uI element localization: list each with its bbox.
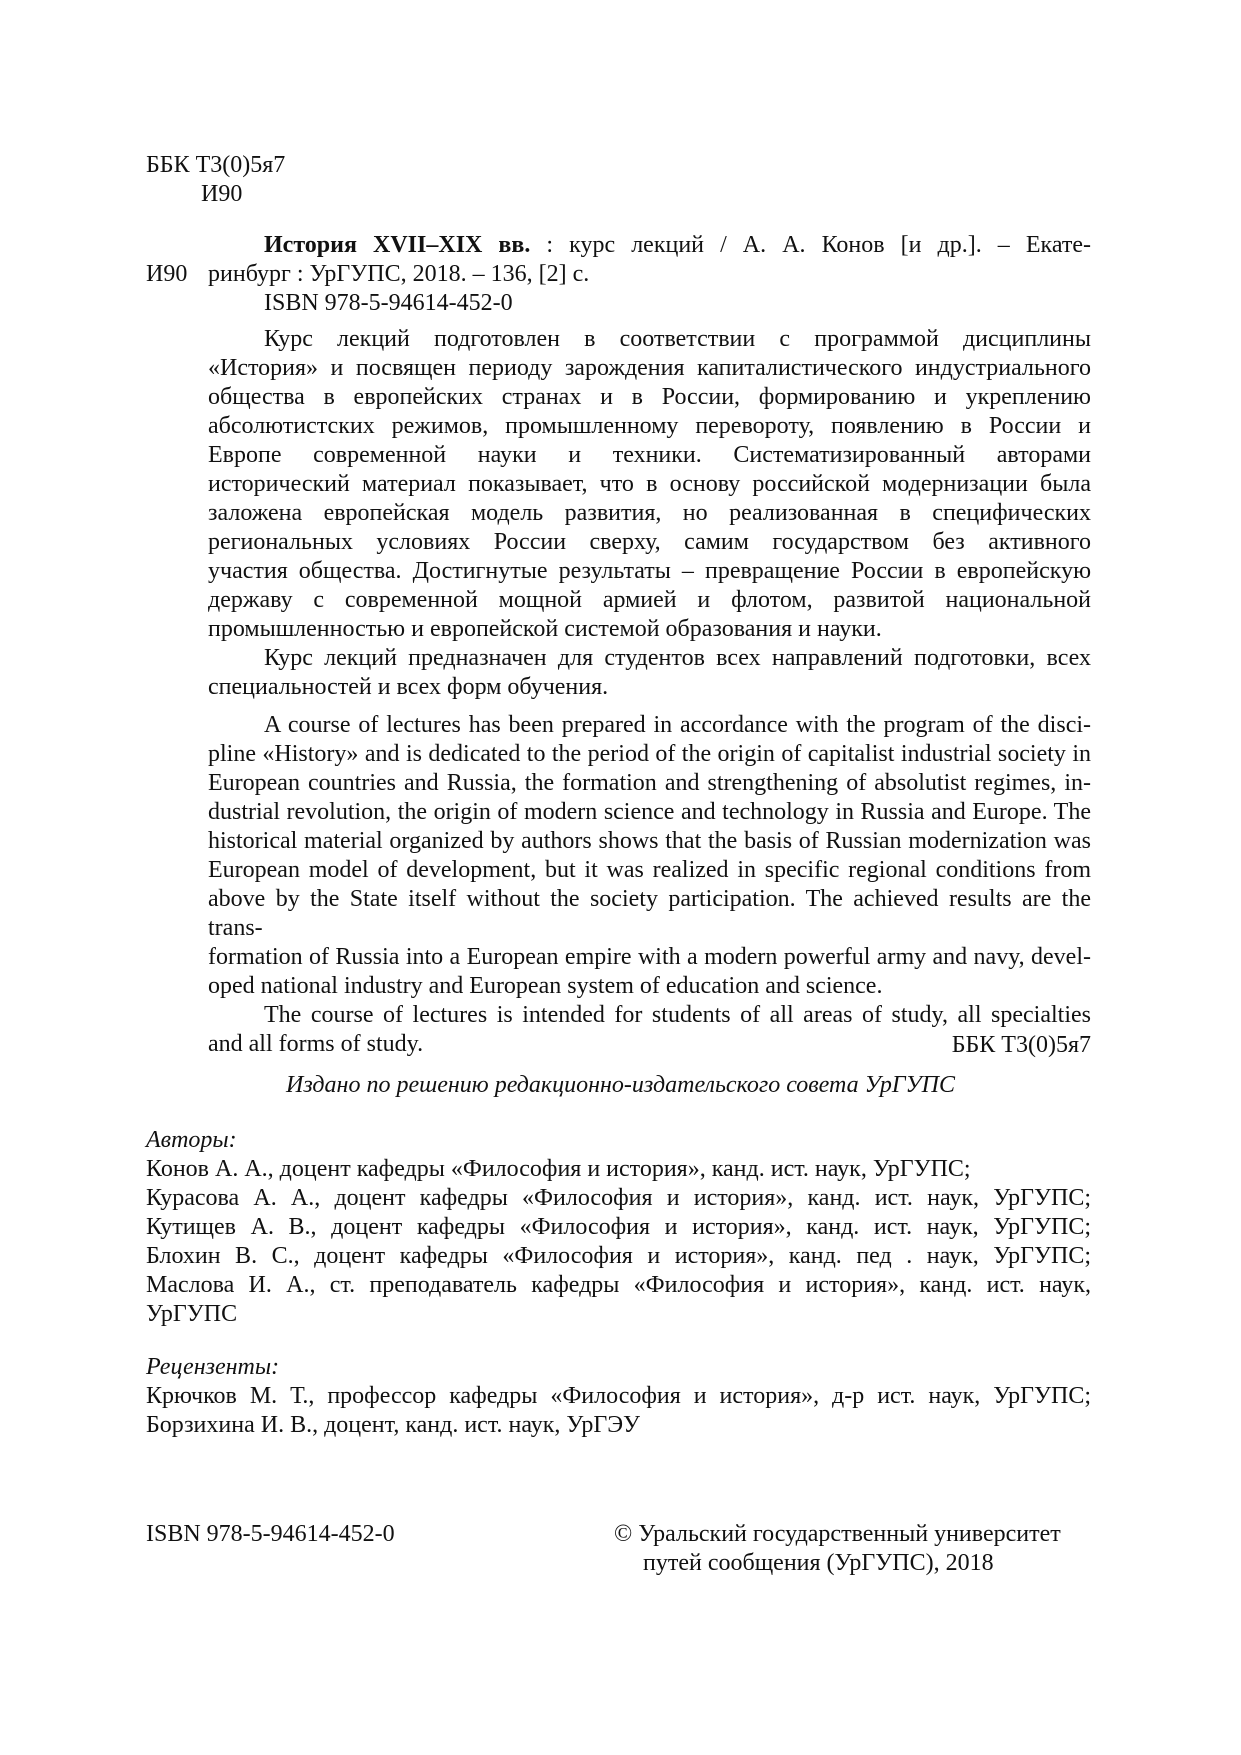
abstract-en-line: oped national industry and European system of education and science. <box>208 973 883 999</box>
abstract-ru-line: исторический материал показывает, что в основу российской модернизации была <box>208 471 1091 497</box>
reviewer-line: Крючков М. Т., профессор кафедры «Философия и история», д-р ист. наук, УрГУПС; <box>146 1383 1091 1409</box>
abstract-ru-line: державу с современной мощной армией и флотом, развитой национальной <box>208 587 1091 613</box>
abstract-ru <box>208 325 1091 702</box>
abstract-en-line: formation of Russia into a European empire with a modern powerful army and navy, devel- <box>208 944 1091 970</box>
abstract-ru-line: Европе современной науки и техники. Систематизированный авторами <box>208 442 1091 468</box>
author-line: Маслова И. А., ст. преподаватель кафедры «Философия и история», канд. ист. наук, <box>146 1272 1091 1298</box>
abstract-en-p2-line: and all forms of study. <box>208 1031 424 1057</box>
abstract-en-line: dustrial revolution, the origin of modern science and technology in Russia and Europe. The <box>208 799 1091 825</box>
abstract-ru-line: промышленностью и европейской системой образования и науки. <box>208 616 882 642</box>
abstract-en-p2-line: The course of lectures is intended for students of all areas of study, all specialties <box>264 1002 1091 1028</box>
bib-line-2: ринбург : УрГУПС, 2018. – 136, [2] с. <box>208 261 590 287</box>
abstract-ru-p2-line: Курс лекций предназначен для студентов всех направлений подготовки, всех <box>264 645 1091 671</box>
bib-rest: : курс лекций / А. А. Конов [и др.]. – Екате- <box>530 232 1091 258</box>
author-line: Блохин В. С., доцент кафедры «Философия и история», канд. пед . наук, УрГУПС; <box>146 1243 1091 1269</box>
publisher-note: Издано по решению редакционно-издательского совета УрГУПС <box>286 1072 955 1098</box>
author-line: Кутищев А. В., доцент кафедры «Философия и история», канд. ист. наук, УрГУПС; <box>146 1214 1091 1240</box>
author-mark: И90 <box>201 181 243 207</box>
abstract-en-line: above by the State itself without the society participation. The achieved results are the trans- <box>208 886 1091 941</box>
abstract-ru-line: участия общества. Достигнутые результаты – превращение России в европейскую <box>208 558 1091 584</box>
author-line: УрГУПС <box>146 1301 238 1327</box>
abstract-en-line: historical material organized by authors shows that the basis of Russian modernization was <box>208 828 1091 854</box>
abstract-en-line: European model of development, but it was realized in specific regional conditions from <box>208 857 1091 883</box>
copyright-line-1: © Уральский государственный университет <box>614 1521 1061 1547</box>
author-line: Конов А. А., доцент кафедры «Философия и история», канд. ист. наук, УрГУПС; <box>146 1156 971 1182</box>
bbk-code: ББК Т3(0)5я7 <box>146 152 286 178</box>
book-title: История XVII–XIX вв. <box>264 232 531 258</box>
authors-block <box>146 1126 1091 1329</box>
bib-side-mark: И90 <box>146 261 188 287</box>
abstract-en-line: A course of lectures has been prepared in accordance with the program of the disci- <box>264 712 1091 738</box>
abstract-ru-line: «История» и посвящен периоду зарождения капиталистического индустриального <box>208 355 1091 381</box>
authors-heading: Авторы: <box>146 1127 237 1153</box>
abstract-ru-line: абсолютистских режимов, промышленному перевороту, появлению в России и <box>208 413 1091 439</box>
abstract-en <box>208 711 1091 1059</box>
abstract-ru-line: общества в европейских странах и в России, формированию и укреплению <box>208 384 1091 410</box>
author-line: Курасова А. А., доцент кафедры «Философия и история», канд. ист. наук, УрГУПС; <box>146 1185 1091 1211</box>
abstract-en-line: pline «History» and is dedicated to the period of the origin of capitalist industrial society in <box>208 741 1091 767</box>
abstract-ru-line: региональных условиях России сверху, самим государством без активного <box>208 529 1091 555</box>
reviewer-line: Борзихина И. В., доцент, канд. ист. наук, УрГЭУ <box>146 1412 641 1438</box>
reviewers-heading: Рецензенты: <box>146 1354 280 1380</box>
abstract-ru-line: заложена европейская модель развития, но реализованная в специфических <box>208 500 1091 526</box>
reviewers-block <box>146 1353 1091 1440</box>
bib-title-line <box>264 231 1091 260</box>
abstract-ru-line: Курс лекций подготовлен в соответствии с программой дисциплины <box>264 326 1091 352</box>
footer-isbn: ISBN 978-5-94614-452-0 <box>146 1521 395 1547</box>
abstract-ru-p2-line: специальностей и всех форм обучения. <box>208 674 609 700</box>
copyright-line-2: путей сообщения (УрГУПС), 2018 <box>643 1550 994 1576</box>
bbk-code-right: ББК Т3(0)5я7 <box>951 1032 1091 1058</box>
abstract-en-line: European countries and Russia, the formation and strengthening of absolutist regimes, in- <box>208 770 1091 796</box>
bib-isbn: ISBN 978-5-94614-452-0 <box>264 290 513 316</box>
